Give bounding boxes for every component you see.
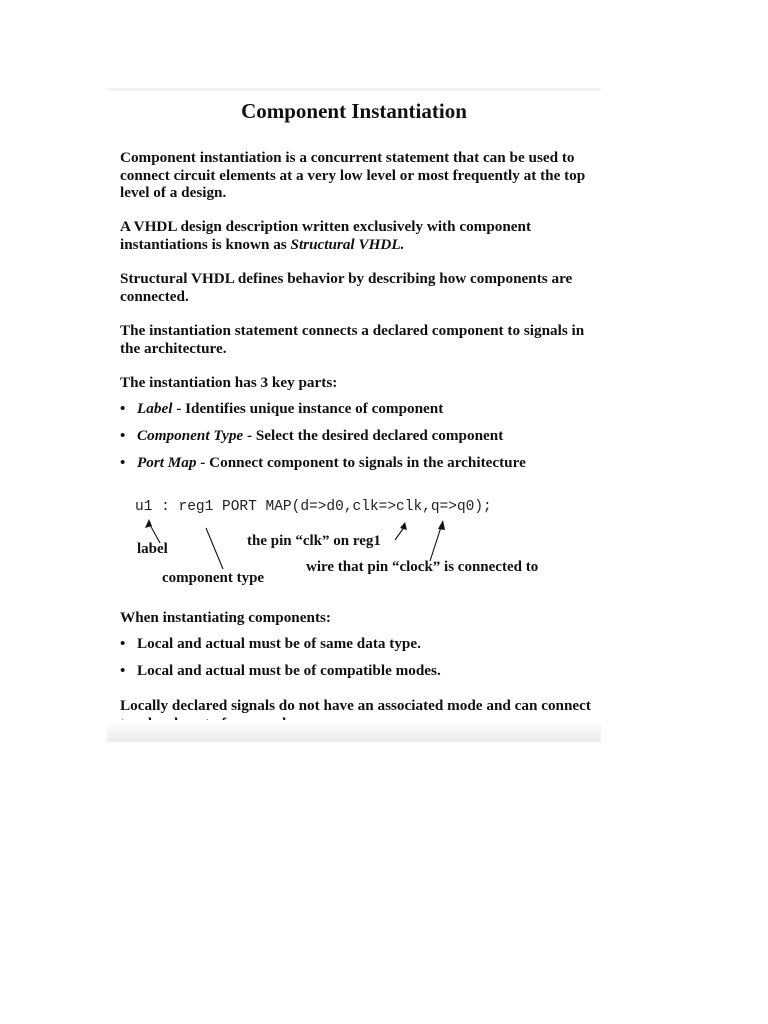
label-arrow-head <box>145 519 152 528</box>
label-arrow-line <box>149 523 160 543</box>
key-parts-heading: The instantiation has 3 key parts: <box>120 374 338 391</box>
code-example: u1 : reg1 PORT MAP(d=>d0,clk=>clk,q=>q0); <box>135 499 492 515</box>
component-type-arrow-line <box>206 528 223 569</box>
page-title: Component Instantiation <box>241 99 467 123</box>
structural-vhdl-term: Structural VHDL. <box>290 235 405 253</box>
bullet-icon: • <box>120 454 126 471</box>
list-item-desc: - Identifies unique instance of component <box>172 400 444 417</box>
list-item-rule-mode <box>120 662 595 680</box>
instantiating-heading: When instantiating components: <box>120 609 331 626</box>
wire-arrow-line <box>430 524 442 561</box>
annotation-component-type: component type <box>162 570 265 586</box>
wire-arrow-head <box>438 520 445 530</box>
bullet-icon: • <box>120 400 126 417</box>
structural-paragraph <box>120 218 595 253</box>
connect-paragraph: The instantiation statement connects a declared component to signals in the architecture. <box>120 322 585 357</box>
list-item-text: Local and actual must be of same data type. <box>137 635 421 652</box>
list-item-term: Component Type <box>137 427 244 444</box>
intro-paragraph: Component instantiation is a concurrent statement that can be used to connect circuit elements at a very low level or most frequently at the top level of a design. <box>120 149 586 201</box>
slide <box>107 88 601 742</box>
closing-paragraph: Locally declared signals do not have an associated mode and can connect <box>120 697 591 714</box>
pin-arrow-line <box>395 526 405 540</box>
structural-paragraph-text: A VHDL design description written exclusively with component instantiations is known as <box>120 218 532 253</box>
annotation-pin: the pin “clk” on reg1 <box>247 533 381 549</box>
slide-bottom-shade <box>107 720 601 742</box>
list-item-desc: - Select the desired declared component <box>243 427 504 444</box>
list-item-component-type <box>120 427 595 445</box>
list-item-desc: - Connect component to signals in the architecture <box>196 454 526 471</box>
pin-arrow-head <box>400 522 407 530</box>
list-item-label <box>120 400 595 418</box>
annotation-label: label <box>137 541 168 557</box>
bullet-icon: • <box>120 635 126 652</box>
bullet-icon: • <box>120 427 126 444</box>
bullet-icon: • <box>120 662 126 679</box>
behavior-paragraph: Structural VHDL defines behavior by describing how components are connected. <box>120 270 573 305</box>
list-item-rule-type <box>120 635 595 653</box>
list-item-term: Label <box>137 400 173 417</box>
list-item-term: Port Map <box>137 454 197 471</box>
list-item-text: Local and actual must be of compatible modes. <box>137 662 441 679</box>
annotation-wire: wire that pin “clock” is connected to <box>306 559 539 575</box>
list-item-port-map <box>120 454 595 472</box>
